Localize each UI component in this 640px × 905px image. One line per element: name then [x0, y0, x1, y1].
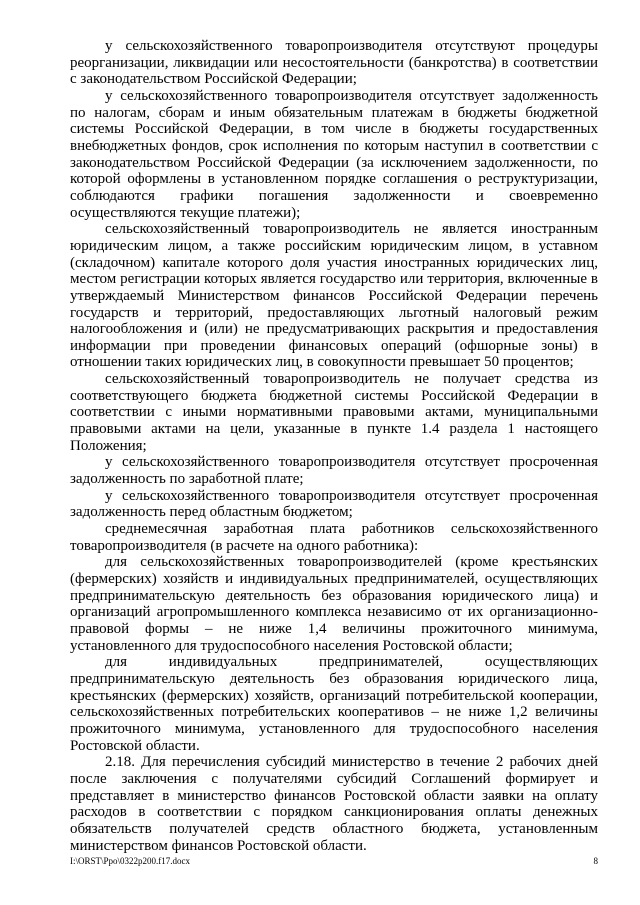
footer-file-path: I:\ORST\Ppo\0322p200.f17.docx	[70, 856, 191, 866]
paragraph-no-other-funding: сельскохозяйственный товаропроизводитель не получает средства из соответствующего бюджета бюджетной системы Российской Федерации в соответствии с иными нормативными правовыми актами, муниципальными правовыми актами на цели, указанные в пункте 1.4 раздела 1 настоящего Положения;	[70, 371, 598, 454]
footer-page-number: 8	[593, 856, 598, 866]
paragraph-no-liquidation: у сельскохозяйственного товаропроизводителя отсутствуют процедуры реорганизации, ликвидации или несостоятельности (банкротства) в соответствии с законодательством Российской Федерации;	[70, 38, 598, 88]
paragraph-no-tax-debt: у сельскохозяйственного товаропроизводителя отсутствует задолженность по налогам, сборам и иным обязательным платежам в бюджеты бюджетной системы Российской Федерации, в том числе в бюджеты государственных внебюджетных фондов, срок исполнения по которым наступил в соответствии с законодательством Российской Федерации (за исключением задолженности, по которой оформлены в установленном порядке соглашения о реструктуризации, соблюдаются графики погашения задолженности и своевременно осуществляются текущие платежи);	[70, 87, 598, 221]
paragraph-average-salary: среднемесячная заработная плата работников сельскохозяйственного товаропроизводителя (в расчете на одного работника):	[70, 521, 598, 554]
paragraph-not-foreign-entity: сельскохозяйственный товаропроизводитель не является иностранным юридическим лицом, а также российским юридическим лицом, в уставном (складочном) капитале которого доля участия иностранных юридических лиц, местом регистрации которых является государство или территория, включенные в утверждаемый Министерством финансов Российской Федерации перечень государств и территорий, предоставляющих льготный налоговый режим налогообложения и (или) не предусматривающих раскрытия и предоставления информации при проведении финансовых операций (офшорные зоны) в отношении таких юридических лиц, в совокупности превышает 50 процентов;	[70, 221, 598, 371]
paragraph-salary-organizations: для сельскохозяйственных товаропроизводителей (кроме крестьянских (фермерских) хозяйств и индивидуальных предпринимателей, осуществляющих предпринимательскую деятельность без образования юридического лица) и организаций агропромышленного комплекса независимо от их организационно-правовой формы – не ниже 1,4 величины прожиточного минимума, установленного для трудоспособного населения Ростовской области;	[70, 554, 598, 654]
paragraph-section-2-18: 2.18. Для перечисления субсидий министерство в течение 2 рабочих дней после заключения с получателями субсидий Соглашений формирует и представляет в министерство финансов Ростовской области заявки на оплату расходов в соответствии с порядком санкционирования оплаты денежных обязательств получателей средств областного бюджета, установленным министерством финансов Ростовской области.	[70, 754, 598, 854]
paragraph-no-regional-budget-debt: у сельскохозяйственного товаропроизводителя отсутствует просроченная задолженность перед областным бюджетом;	[70, 487, 598, 521]
paragraph-no-wage-arrears: у сельскохозяйственного товаропроизводителя отсутствует просроченная задолженность по заработной плате;	[70, 454, 598, 488]
paragraph-salary-entrepreneurs: для индивидуальных предпринимателей, осуществляющих предпринимательскую деятельность без образования юридического лица, крестьянских (фермерских) хозяйств, организаций потребительской кооперации, сельскохозяйственных потребительских кооперативов – не ниже 1,2 величины прожиточного минимума, установленного для трудоспособного населения Ростовской области.	[70, 654, 598, 754]
document-body	[70, 38, 598, 854]
